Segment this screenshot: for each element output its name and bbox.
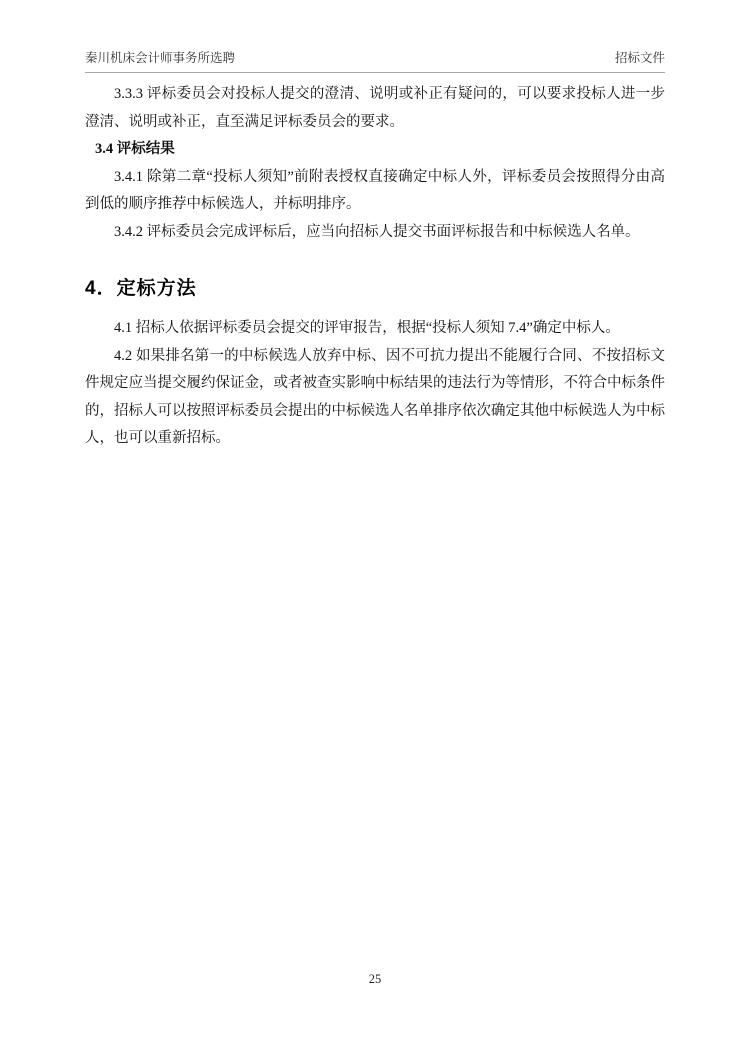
paragraph-3-3-3: 3.3.3 评标委员会对投标人提交的澄清、说明或补正有疑问的，可以要求投标人进一步澄清、说明或补正，直至满足评标委员会的要求。 (85, 86, 665, 130)
header-right-title: 招标文件 (614, 51, 665, 65)
page-header (85, 48, 665, 73)
paragraph-3-4-1: 3.4.1 除第二章“投标人须知”前附表授权直接确定中标人外，评标委员会按照得分由高到低的顺序推荐中标候选人，并标明排序。 (85, 168, 665, 212)
paragraph-4-1: 4.1 招标人依据评标委员会提交的评审报告，根据“投标人须知 7.4”确定中标人。 (114, 320, 620, 336)
page-number: 25 (368, 972, 382, 986)
header-left-title: 秦川机床会计师事务所选聘 (85, 51, 236, 65)
paragraph-3-4-2: 3.4.2 评标委员会完成评标后，应当向招标人提交书面评标报告和中标候选人名单。 (114, 223, 640, 240)
document-body (85, 73, 665, 453)
page-footer (0, 972, 750, 987)
heading-4: 4．定标方法 (85, 278, 197, 299)
heading-3-4: 3.4 评标结果 (95, 141, 175, 157)
paragraph-4-2: 4.2 如果排名第一的中标候选人放弃中标、因不可抗力提出不能履行合同、不按招标文件规定应当提交履约保证金，或者被查实影响中标结果的违法行为等情形，不符合中标条件的，招标人可以按照评标委员会提出的中标候选人名单排序依次确定其他中标候选人为中标人，也可以重新招标。 (85, 347, 665, 446)
